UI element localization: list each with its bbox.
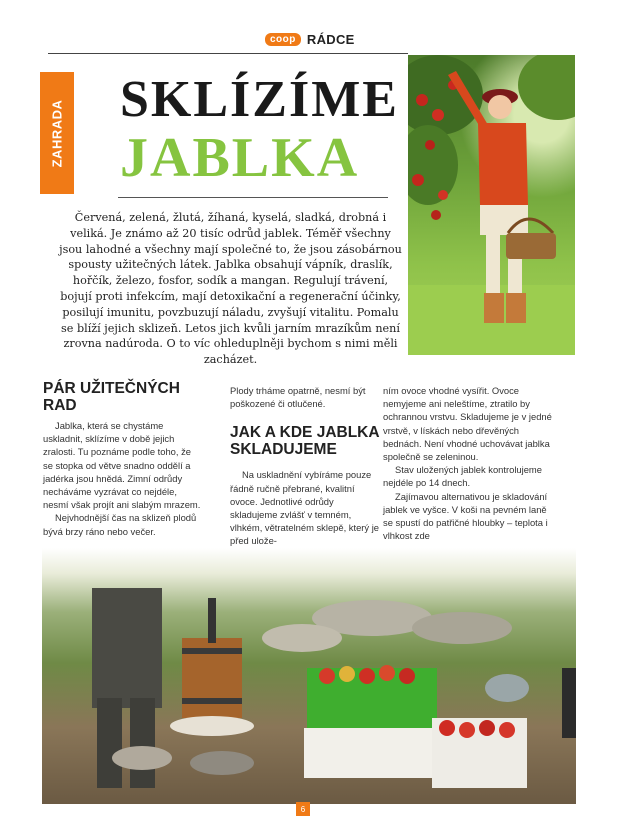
column-2 bbox=[230, 384, 380, 548]
section-tab-label: ZAHRADA bbox=[49, 99, 65, 167]
hero-photo bbox=[408, 55, 575, 355]
intro-paragraph: Červená, zelená, žlutá, žíhaná, kyselá, sladká, drobná i veliká. Je známo až 20 tisíc odrůd jablek. Téměř všechny jsou lahodné a všechny mají společné to, že jsou zásobárnou spousty užitečných látek. Jablka obsahují vápník, draslík, hořčík, železo, fosfor, sodík a mangan. Regulují trávení, bojují proti infekcím, mají detoxikační a regenerační účinky, posilují imunitu, povzbuzují náladu, zvyšují vitalitu. Pomalu se blíží jejich sklizeň. Letos jich kvůli jarním mrazíkům není zrovna nadúroda. O to víc ohleduplněji bychom s nimi měli zacházet. bbox=[59, 211, 402, 367]
col2-paragraph-2: Na uskladnění vybíráme pouze řádně ručně přebrané, kvalitní ovoce. Jednotlivé odrůdy skladujeme zvlášť v temném, vlhkém, větratelném sklepě, který je před ulože- bbox=[230, 469, 380, 547]
heading-storage: JAK A KDE JABLKA SKLADUJEME bbox=[230, 424, 379, 459]
header-label: RÁDCE bbox=[306, 31, 355, 47]
bottom-photo bbox=[42, 548, 576, 804]
section-tab bbox=[40, 72, 74, 194]
page-number: 6 bbox=[296, 802, 310, 816]
heading-useful-tips: PÁR UŽITEČNÝCH RAD bbox=[43, 380, 180, 414]
col2-paragraph-1: Plody trháme opatrně, nesmí být poškozené či otlučené. bbox=[230, 385, 366, 410]
title-line-1: SKLÍZÍME bbox=[120, 71, 399, 128]
col1-paragraph-1: Jablka, která se chystáme uskladnit, sklízíme v době jejich zralosti. Tu poznáme podle toho, že se stopka od větve snadno oddělí a jadérka jsou hnědá. Zimní odrůdy necháváme vyzrávat co nejdéle, nesmí však projít ani slabým mrazem. bbox=[43, 420, 201, 511]
girl-picking-apples-illustration bbox=[408, 55, 575, 355]
col3-paragraph-2: Stav uložených jablek kontrolujeme nejdéle po 14 dnech. bbox=[383, 464, 542, 489]
column-3 bbox=[383, 384, 558, 542]
magazine-header bbox=[265, 30, 355, 48]
col3-paragraph-3: Zajímavou alternativou je skladování jablek ve vyšce. V koši na pevném laně se spustí do patřičné hloubky – teplota i vlhkost zde bbox=[383, 490, 548, 542]
column-1 bbox=[43, 380, 203, 538]
col3-paragraph-1: ním ovoce vhodné vysířit. Ovoce nemyjeme ani neleštíme, ztratilo by ochrannou vrstvu. Skladujeme je v jedné vrstvě, v lískách nebo dřevěných bednách. Není vhodné uchovávat jablka společně se zeleninou. bbox=[383, 385, 552, 463]
title-divider bbox=[118, 197, 388, 198]
coop-logo: coop bbox=[265, 33, 301, 46]
title-line-2: JABLKA bbox=[120, 127, 360, 189]
col1-paragraph-2: Nejvhodnější čas na sklizeň plodů bývá brzy ráno nebo večer. bbox=[43, 512, 197, 537]
header-divider bbox=[48, 53, 408, 54]
apple-press-illustration bbox=[42, 548, 576, 804]
